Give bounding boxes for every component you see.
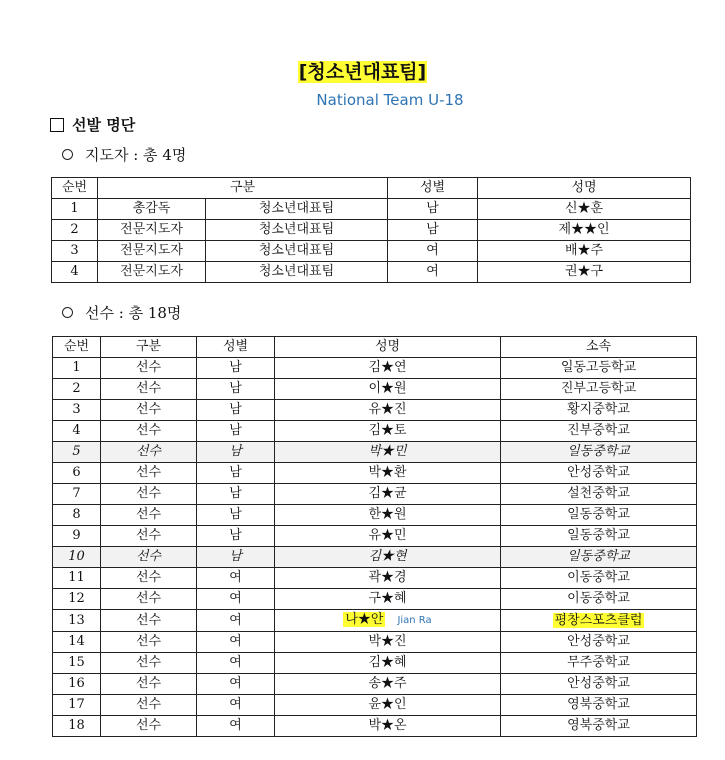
player-type-cell	[101, 653, 197, 674]
player-type-cell-text: 선수	[135, 381, 162, 396]
player-type-cell-text: 선수	[135, 718, 162, 733]
player-type-cell-text: 선수	[135, 676, 162, 691]
player-no-cell	[53, 695, 101, 716]
player-row	[53, 653, 697, 674]
player-type-cell	[101, 463, 197, 484]
player-row	[53, 589, 697, 610]
player-org-cell	[501, 610, 697, 632]
player-name-cell	[275, 632, 501, 653]
coach-name-cell	[478, 241, 691, 262]
coach-no-cell	[52, 241, 98, 262]
header-cell: 성별	[388, 178, 478, 199]
player-name-cell	[275, 716, 501, 737]
player-no-cell-text: 12	[68, 591, 85, 606]
header-cell: 성명	[478, 178, 691, 199]
coach-no-cell	[52, 262, 98, 283]
player-org-cell-text: 영북중학교	[567, 718, 630, 733]
player-no-cell	[53, 400, 101, 421]
coach-role-cell	[98, 241, 206, 262]
player-org-cell-text: 이동중학교	[567, 591, 630, 606]
coach-team-cell	[206, 199, 388, 220]
player-type-cell	[101, 484, 197, 505]
player-org-cell-text: 일동중학교	[567, 549, 630, 564]
player-no-cell	[53, 379, 101, 400]
player-gender-cell-text: 남	[229, 402, 242, 417]
coach-role-cell	[98, 262, 206, 283]
player-name-cell-text: 유★진	[368, 402, 407, 417]
player-org-cell-text: 안성중학교	[567, 465, 630, 480]
player-type-cell-text: 선수	[135, 697, 162, 712]
player-type-cell	[101, 568, 197, 589]
player-no-cell	[53, 568, 101, 589]
player-type-cell-text: 선수	[135, 591, 162, 606]
player-org-cell-text: 안성중학교	[567, 634, 630, 649]
player-org-cell	[501, 653, 697, 674]
player-type-cell-text: 선수	[135, 634, 162, 649]
player-no-cell	[53, 505, 101, 526]
player-row	[53, 358, 697, 379]
player-gender-cell	[197, 610, 275, 632]
player-type-cell-text: 선수	[135, 423, 162, 438]
player-type-cell	[101, 400, 197, 421]
coach-team-cell-text: 청소년대표팀	[258, 222, 335, 237]
circle-bullet-icon	[62, 307, 73, 318]
coach-row	[52, 241, 691, 262]
player-org-cell	[501, 379, 697, 400]
coach-name-cell-text: 신★훈	[564, 201, 604, 216]
coach-name-cell	[478, 220, 691, 241]
player-gender-cell-text: 여	[229, 591, 242, 606]
coach-team-cell	[206, 220, 388, 241]
player-no-cell-text: 8	[72, 507, 81, 522]
player-type-cell-text: 선수	[135, 528, 162, 543]
player-gender-cell	[197, 358, 275, 379]
player-name-cell-text: 이★원	[368, 381, 407, 396]
coach-team-cell	[206, 241, 388, 262]
player-name-cell	[275, 484, 501, 505]
player-name-cell-text: 박★민	[368, 444, 407, 459]
player-org-cell	[501, 421, 697, 442]
player-org-cell	[501, 358, 697, 379]
player-name-cell	[275, 400, 501, 421]
player-gender-cell-text: 여	[229, 676, 242, 691]
player-type-cell	[101, 505, 197, 526]
player-row	[53, 442, 697, 463]
player-type-cell	[101, 547, 197, 568]
player-type-cell	[101, 442, 197, 463]
coach-no-cell-text: 2	[70, 222, 79, 237]
player-row	[53, 400, 697, 421]
player-no-cell-text: 18	[68, 718, 85, 733]
coach-role-cell-text: 전문지도자	[120, 222, 183, 237]
player-no-cell-text: 4	[72, 423, 81, 438]
player-no-cell	[53, 463, 101, 484]
player-name-cell-text: 윤★인	[368, 697, 407, 712]
coach-role-cell-text: 전문지도자	[120, 264, 183, 279]
player-gender-cell-text: 남	[229, 465, 242, 480]
player-org-cell-text: 이동중학교	[567, 570, 630, 585]
player-org-cell	[501, 547, 697, 568]
coach-role-cell-text: 전문지도자	[120, 243, 183, 258]
player-gender-cell-text: 남	[229, 360, 242, 375]
coach-team-cell-text: 청소년대표팀	[258, 243, 335, 258]
player-type-cell	[101, 695, 197, 716]
player-org-cell	[501, 400, 697, 421]
player-name-cell	[275, 379, 501, 400]
header-cell: 구분	[98, 178, 388, 199]
player-type-cell	[101, 674, 197, 695]
header-cell: 순번	[53, 337, 101, 358]
player-gender-cell	[197, 526, 275, 547]
player-name-annotation: Jian Ra	[397, 615, 432, 626]
coach-name-cell-text: 배★주	[564, 243, 604, 258]
player-row	[53, 505, 697, 526]
player-org-cell-text: 진부중학교	[567, 423, 630, 438]
coach-name-cell-text: 제★★인	[558, 222, 610, 237]
coach-row	[52, 220, 691, 241]
coach-team-cell	[206, 262, 388, 283]
player-type-cell-text: 선수	[135, 360, 162, 375]
player-org-cell-text: 일동고등학교	[560, 360, 637, 375]
player-row	[53, 568, 697, 589]
player-name-cell	[275, 526, 501, 547]
player-org-cell-text: 영북중학교	[567, 697, 630, 712]
player-gender-cell	[197, 674, 275, 695]
coach-gender-cell	[388, 199, 478, 220]
player-gender-cell	[197, 589, 275, 610]
player-name-cell	[275, 610, 501, 632]
player-gender-cell	[197, 568, 275, 589]
coach-name-cell	[478, 199, 691, 220]
player-org-cell	[501, 484, 697, 505]
player-no-cell-text: 15	[68, 655, 85, 670]
player-org-cell	[501, 442, 697, 463]
player-type-cell	[101, 632, 197, 653]
player-gender-cell-text: 여	[229, 697, 242, 712]
player-org-cell-text: 평창스포츠클럽	[554, 612, 643, 628]
players-heading	[62, 302, 181, 323]
players-heading-text: 선수 : 총 18명	[85, 304, 182, 322]
player-no-cell-text: 3	[72, 402, 81, 417]
player-row	[53, 632, 697, 653]
circle-bullet-icon	[62, 149, 73, 160]
header-cell: 성별	[197, 337, 275, 358]
player-no-cell	[53, 547, 101, 568]
player-gender-cell-text: 여	[229, 570, 242, 585]
coach-gender-cell-text: 여	[426, 264, 439, 279]
coach-no-cell-text: 1	[70, 201, 79, 216]
player-org-cell	[501, 674, 697, 695]
coach-role-cell-text: 총감독	[132, 201, 171, 216]
player-type-cell-text: 선수	[135, 402, 162, 417]
player-no-cell-text: 5	[72, 444, 81, 459]
player-name-cell	[275, 589, 501, 610]
player-name-cell-text: 구★혜	[368, 591, 407, 606]
player-gender-cell	[197, 484, 275, 505]
player-org-cell-text: 일동중학교	[567, 528, 630, 543]
coach-no-cell	[52, 199, 98, 220]
player-type-cell-text: 선수	[135, 507, 162, 522]
coach-role-cell	[98, 199, 206, 220]
player-name-cell-text: 박★온	[368, 718, 407, 733]
player-org-cell-text: 일동중학교	[567, 507, 630, 522]
player-name-cell	[275, 653, 501, 674]
player-type-cell	[101, 589, 197, 610]
document-subtitle: National Team U-18	[316, 91, 464, 109]
player-type-cell-text: 선수	[135, 655, 162, 670]
player-no-cell-text: 9	[72, 528, 81, 543]
player-gender-cell	[197, 442, 275, 463]
coach-team-cell-text: 청소년대표팀	[258, 201, 335, 216]
coach-gender-cell-text: 남	[426, 201, 439, 216]
player-org-cell-text: 황지중학교	[567, 402, 630, 417]
coach-row	[52, 199, 691, 220]
player-name-cell	[275, 505, 501, 526]
player-no-cell-text: 1	[72, 360, 81, 375]
player-org-cell	[501, 589, 697, 610]
player-type-cell-text: 선수	[135, 549, 162, 564]
coaches-heading-text: 지도자 : 총 4명	[85, 146, 187, 164]
player-row	[53, 695, 697, 716]
player-org-cell-text: 안성중학교	[567, 676, 630, 691]
player-name-cell	[275, 421, 501, 442]
player-type-cell	[101, 610, 197, 632]
player-name-cell	[275, 695, 501, 716]
player-type-cell-text: 선수	[135, 570, 162, 585]
coach-team-cell-text: 청소년대표팀	[258, 264, 335, 279]
player-no-cell	[53, 442, 101, 463]
player-no-cell	[53, 632, 101, 653]
player-row	[53, 484, 697, 505]
players-table	[52, 336, 697, 737]
player-name-cell	[275, 547, 501, 568]
player-no-cell	[53, 610, 101, 632]
player-org-cell	[501, 505, 697, 526]
coach-gender-cell-text: 여	[426, 243, 439, 258]
checkbox-square-icon	[50, 118, 64, 132]
coaches-table	[51, 177, 691, 283]
player-org-cell-text: 무주중학교	[567, 655, 630, 670]
player-org-cell	[501, 568, 697, 589]
player-no-cell-text: 2	[72, 381, 81, 396]
player-gender-cell	[197, 632, 275, 653]
player-gender-cell-text: 여	[229, 718, 242, 733]
player-name-cell	[275, 358, 501, 379]
player-gender-cell-text: 남	[229, 423, 242, 438]
player-org-cell	[501, 632, 697, 653]
player-no-cell	[53, 674, 101, 695]
player-no-cell	[53, 589, 101, 610]
player-name-cell-text: 송★주	[368, 676, 407, 691]
coach-no-cell-text: 3	[70, 243, 79, 258]
player-name-cell-text: 김★연	[368, 360, 407, 375]
player-gender-cell	[197, 379, 275, 400]
player-name-cell	[275, 463, 501, 484]
player-name-cell-text: 나★안	[345, 612, 384, 627]
player-no-cell	[53, 526, 101, 547]
player-type-cell-text: 선수	[135, 486, 162, 501]
player-row	[53, 379, 697, 400]
player-type-cell	[101, 716, 197, 737]
player-no-cell-text: 7	[72, 486, 81, 501]
player-gender-cell-text: 여	[229, 634, 242, 649]
coaches-header-row	[52, 178, 691, 199]
player-no-cell-text: 17	[68, 697, 85, 712]
player-type-cell-text: 선수	[135, 612, 162, 628]
player-no-cell	[53, 653, 101, 674]
player-gender-cell-text: 여	[229, 612, 242, 628]
player-gender-cell-text: 남	[229, 549, 242, 564]
player-name-cell-text: 김★균	[368, 486, 407, 501]
players-header-row	[53, 337, 697, 358]
player-gender-cell-text: 남	[229, 528, 242, 543]
player-row	[53, 716, 697, 737]
coach-no-cell-text: 4	[70, 264, 79, 279]
player-gender-cell	[197, 421, 275, 442]
header-cell: 순번	[52, 178, 98, 199]
coach-gender-cell-text: 남	[426, 222, 439, 237]
player-row	[53, 526, 697, 547]
player-no-cell-text: 10	[68, 549, 85, 564]
player-row	[53, 463, 697, 484]
document-title	[0, 57, 725, 84]
player-gender-cell	[197, 716, 275, 737]
player-no-cell-text: 16	[68, 676, 85, 691]
player-org-cell	[501, 716, 697, 737]
section-heading	[50, 114, 135, 135]
player-name-cell-text: 김★현	[368, 549, 407, 564]
player-gender-cell-text: 남	[229, 444, 242, 459]
player-name-cell-text: 박★환	[368, 465, 407, 480]
player-name-cell-text: 박★진	[368, 634, 407, 649]
player-row	[53, 421, 697, 442]
coaches-heading	[62, 144, 186, 165]
player-org-cell-text: 설천중학교	[567, 486, 630, 501]
player-org-cell-text: 진부고등학교	[560, 381, 637, 396]
player-org-cell-text: 일동중학교	[567, 444, 630, 459]
player-gender-cell-text: 남	[229, 486, 242, 501]
player-row	[53, 674, 697, 695]
coach-no-cell	[52, 220, 98, 241]
player-gender-cell	[197, 547, 275, 568]
header-cell: 소속	[501, 337, 697, 358]
player-no-cell	[53, 358, 101, 379]
player-name-cell-text: 김★토	[368, 423, 407, 438]
coach-role-cell	[98, 220, 206, 241]
player-no-cell-text: 11	[68, 570, 85, 585]
player-gender-cell-text: 여	[229, 655, 242, 670]
player-name-cell	[275, 442, 501, 463]
player-no-cell	[53, 716, 101, 737]
player-gender-cell	[197, 505, 275, 526]
player-type-cell	[101, 526, 197, 547]
player-gender-cell	[197, 463, 275, 484]
player-name-cell-text: 김★혜	[368, 655, 407, 670]
coach-name-cell-text: 권★구	[564, 264, 604, 279]
player-gender-cell-text: 남	[229, 381, 242, 396]
player-type-cell	[101, 421, 197, 442]
coach-gender-cell	[388, 262, 478, 283]
player-org-cell	[501, 695, 697, 716]
player-type-cell-text: 선수	[135, 444, 162, 459]
player-org-cell	[501, 463, 697, 484]
header-cell: 성명	[275, 337, 501, 358]
player-name-cell	[275, 568, 501, 589]
player-no-cell-text: 6	[72, 465, 81, 480]
player-row	[53, 610, 697, 632]
player-type-cell	[101, 358, 197, 379]
player-row	[53, 547, 697, 568]
player-type-cell	[101, 379, 197, 400]
player-no-cell	[53, 484, 101, 505]
player-gender-cell	[197, 400, 275, 421]
player-no-cell-text: 14	[68, 634, 85, 649]
player-type-cell-text: 선수	[135, 465, 162, 480]
player-gender-cell	[197, 695, 275, 716]
coach-gender-cell	[388, 220, 478, 241]
coach-row	[52, 262, 691, 283]
player-name-cell	[275, 674, 501, 695]
player-name-cell-text: 곽★경	[368, 570, 407, 585]
player-no-cell-text: 13	[68, 612, 85, 628]
player-gender-cell	[197, 653, 275, 674]
document-title-text: [청소년대표팀]	[298, 61, 427, 83]
coach-name-cell	[478, 262, 691, 283]
section-heading-text: 선발 명단	[72, 116, 136, 134]
header-cell: 구분	[101, 337, 197, 358]
coach-gender-cell	[388, 241, 478, 262]
player-no-cell	[53, 421, 101, 442]
player-name-cell-text: 유★민	[368, 528, 407, 543]
player-name-cell-text: 한★원	[368, 507, 407, 522]
player-gender-cell-text: 남	[229, 507, 242, 522]
player-org-cell	[501, 526, 697, 547]
